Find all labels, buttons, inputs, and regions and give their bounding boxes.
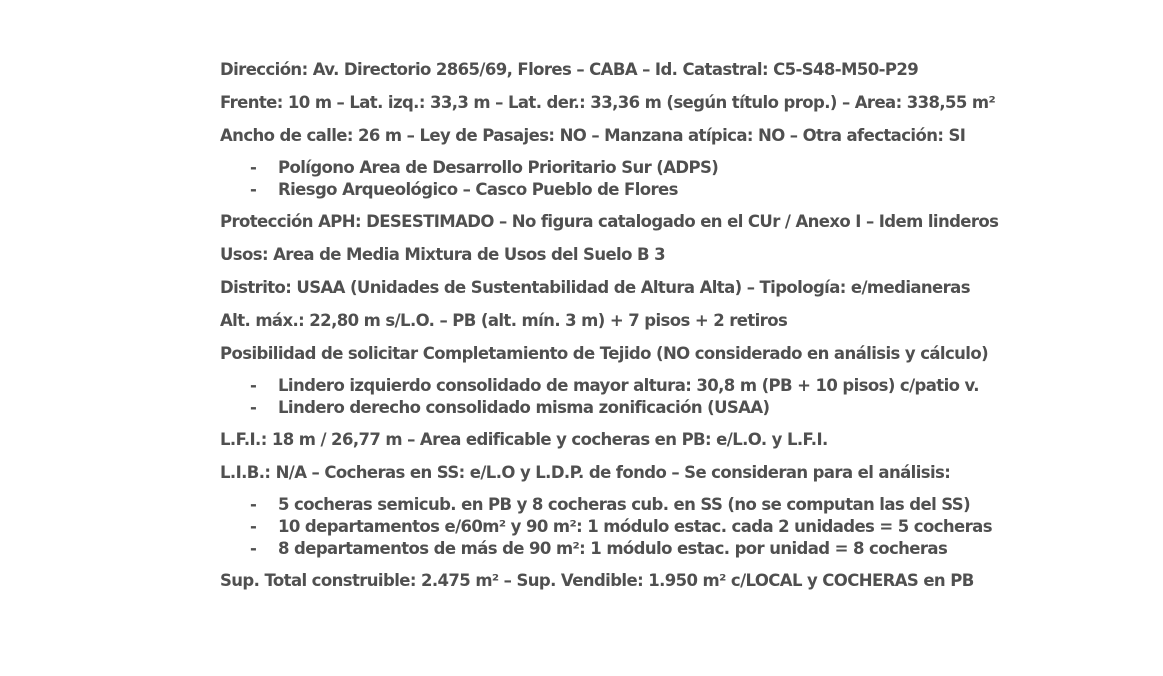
street-width-line: Ancho de calle: 26 m – Ley de Pasajes: NO – Manzana atípica: NO – Otra afectación: SI: [220, 126, 966, 145]
neighbor-list: [220, 375, 1150, 419]
list-item: - Lindero derecho consolidado misma zonificación (USAA): [250, 398, 770, 417]
other-restrictions-list: [220, 157, 1150, 201]
district-line: Distrito: USAA (Unidades de Sustentabilidad de Altura Alta) – Tipología: e/medianeras: [220, 278, 970, 297]
bullet-dash: -: [250, 495, 257, 514]
bullet-dash: -: [250, 398, 257, 417]
bullet-dash: -: [250, 376, 257, 395]
bullet-dash: -: [250, 539, 257, 558]
list-item: - 5 cocheras semicub. en PB y 8 cocheras cub. en SS (no se computan las del SS): [250, 495, 971, 514]
address-line: Dirección: Av. Directorio 2865/69, Flores – CABA – Id. Catastral: C5-S48-M50-P29: [220, 60, 919, 79]
list-item: - Riesgo Arqueológico – Casco Pueblo de Flores: [250, 180, 678, 199]
completion-line: Posibilidad de solicitar Completamiento de Tejido (NO considerado en análisis y cálculo): [220, 344, 989, 363]
bullet-dash: -: [250, 517, 257, 536]
max-height-line: Alt. máx.: 22,80 m s/L.O. – PB (alt. mín. 3 m) + 7 pisos + 2 retiros: [220, 311, 788, 330]
list-item: - Polígono Area de Desarrollo Prioritario Sur (ADPS): [250, 158, 719, 177]
total-area-line: Sup. Total construible: 2.475 m² – Sup. Vendible: 1.950 m² c/LOCAL y COCHERAS en PB: [220, 571, 974, 590]
bullet-dash: -: [250, 158, 257, 177]
list-item: - 8 departamentos de más de 90 m²: 1 módulo estac. por unidad = 8 cocheras: [250, 539, 948, 558]
parking-list: [220, 494, 1150, 560]
property-summary: [220, 58, 1150, 602]
aph-protection-line: Protección APH: DESESTIMADO – No figura catalogado en el CUr / Anexo I – Idem linderos: [220, 212, 999, 231]
frontage-line: Frente: 10 m – Lat. izq.: 33,3 m – Lat. der.: 33,36 m (según título prop.) – Area: 338,55 m²: [220, 93, 996, 112]
bullet-dash: -: [250, 180, 257, 199]
list-item: - 10 departamentos e/60m² y 90 m²: 1 módulo estac. cada 2 unidades = 5 cocheras: [250, 517, 992, 536]
land-use-line: Usos: Area de Media Mixtura de Usos del Suelo B 3: [220, 245, 665, 264]
lfi-line: L.F.I.: 18 m / 26,77 m – Area edificable y cocheras en PB: e/L.O. y L.F.I.: [220, 430, 828, 449]
list-item: - Lindero izquierdo consolidado de mayor altura: 30,8 m (PB + 10 pisos) c/patio v.: [250, 376, 979, 395]
lib-line: L.I.B.: N/A – Cocheras en SS: e/L.O y L.D.P. de fondo – Se consideran para el análisis:: [220, 463, 951, 482]
